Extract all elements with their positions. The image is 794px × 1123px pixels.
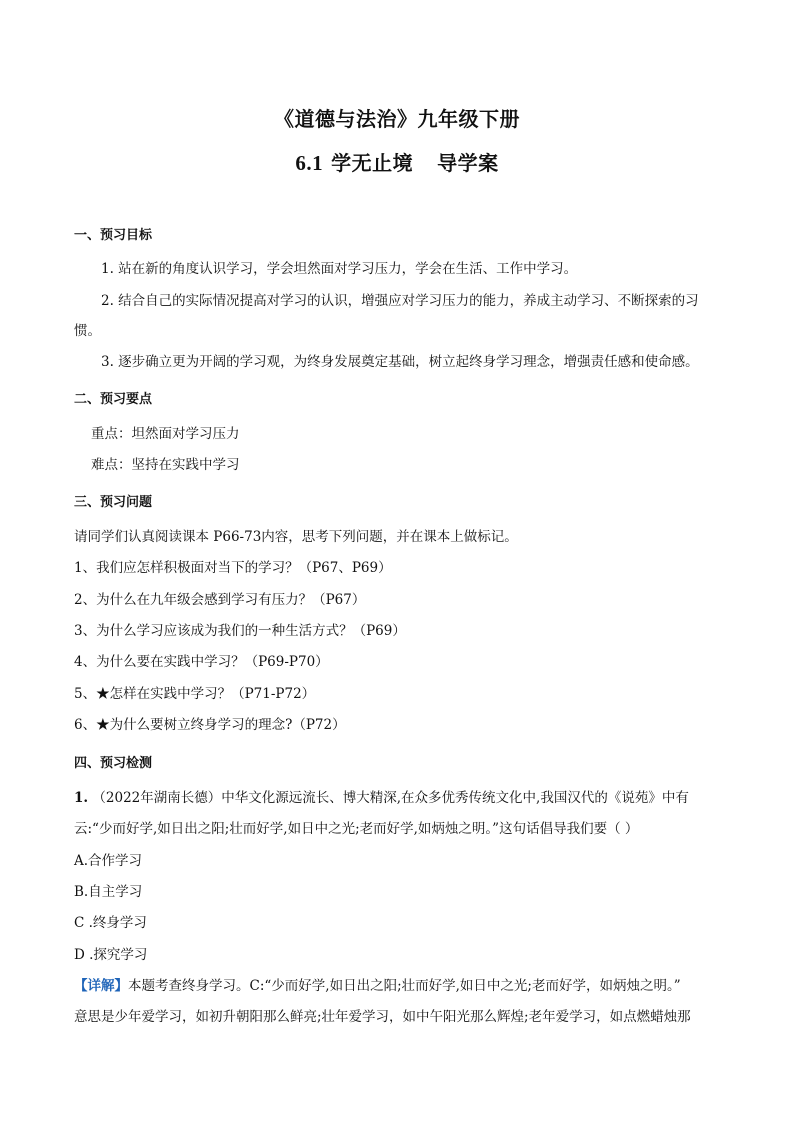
- question-item: 3、为什么学习应该成为我们的一种生活方式？（P69）: [74, 623, 406, 639]
- section-heading-points: 二、预习要点: [74, 392, 153, 407]
- question-item: 4、为什么要在实践中学习？（P69-P70）: [74, 654, 329, 670]
- explanation-text: 本题考查终身学习。C:“少而好学,如日出之阳;壮而好学,如日中之光;老而好学，如炳烛之明。”: [128, 978, 681, 994]
- goal-item: 2. 结合自己的实际情况提高对学习的认识，增强应对学习压力的能力，养成主动学习、不断探索的习: [101, 293, 699, 309]
- question-1-line: [74, 788, 689, 808]
- goal-item: 3. 逐步确立更为开阔的学习观，为终身发展奠定基础，树立起终身学习理念，增强责任感和使命感。: [101, 354, 699, 370]
- difficulty-point: 难点：坚持在实践中学习: [91, 457, 240, 473]
- section-heading-check: 四、预习检测: [74, 756, 153, 771]
- option-c: C .终身学习: [74, 915, 147, 931]
- option-d: D .探究学习: [74, 947, 148, 963]
- section-heading-goals: 一、预习目标: [74, 228, 153, 243]
- question-item: 6、★为什么要树立终身学习的理念?（P72）: [74, 717, 346, 733]
- question-item: 2、为什么在九年级会感到学习有压力？（P67）: [74, 592, 366, 608]
- lesson-type: 导学案: [437, 151, 499, 175]
- questions-intro: 请同学们认真阅读课本 P66-73内容，思考下列问题，并在课本上做标记。: [74, 529, 518, 545]
- key-point: 重点：坦然面对学习压力: [91, 426, 240, 442]
- section-heading-questions: 三、预习问题: [74, 495, 153, 510]
- goal-item: 1. 站在新的角度认识学习，学会坦然面对学习压力，学会在生活、工作中学习。: [101, 261, 578, 277]
- document-subtitle: [0, 147, 794, 176]
- question-text: （2022年湖南长德）中华文化源远流长、博大精深,在众多优秀传统文化中,我国汉代的《说苑》中有: [92, 790, 689, 806]
- explanation-line: [74, 976, 681, 996]
- question-number: 1.: [74, 790, 89, 806]
- question-item: 1、我们应怎样积极面对当下的学习？（P67、P69）: [74, 560, 392, 576]
- question-1-line: 云:“少而好学,如日出之阳;壮而好学,如日中之光;老而好学,如炳烛之明。”这句话倡导我们要（ ）: [74, 821, 639, 837]
- lesson-title: 学无止境: [331, 151, 414, 175]
- explanation-line: 意思是少年爱学习，如初升朝阳那么鲜亮;壮年爱学习，如中午阳光那么辉煌;老年爱学习，如点燃蜡烛那: [74, 1009, 691, 1025]
- question-item: 5、★怎样在实践中学习？（P71-P72）: [74, 686, 316, 702]
- goal-item-continuation: 惯。: [74, 323, 101, 339]
- lesson-number: 6.1: [295, 151, 324, 175]
- option-b: B.自主学习: [74, 884, 143, 900]
- explanation-label: 【详解】: [74, 978, 128, 994]
- document-title: 《道德与法治》九年级下册: [274, 107, 520, 131]
- option-a: A.合作学习: [74, 853, 143, 869]
